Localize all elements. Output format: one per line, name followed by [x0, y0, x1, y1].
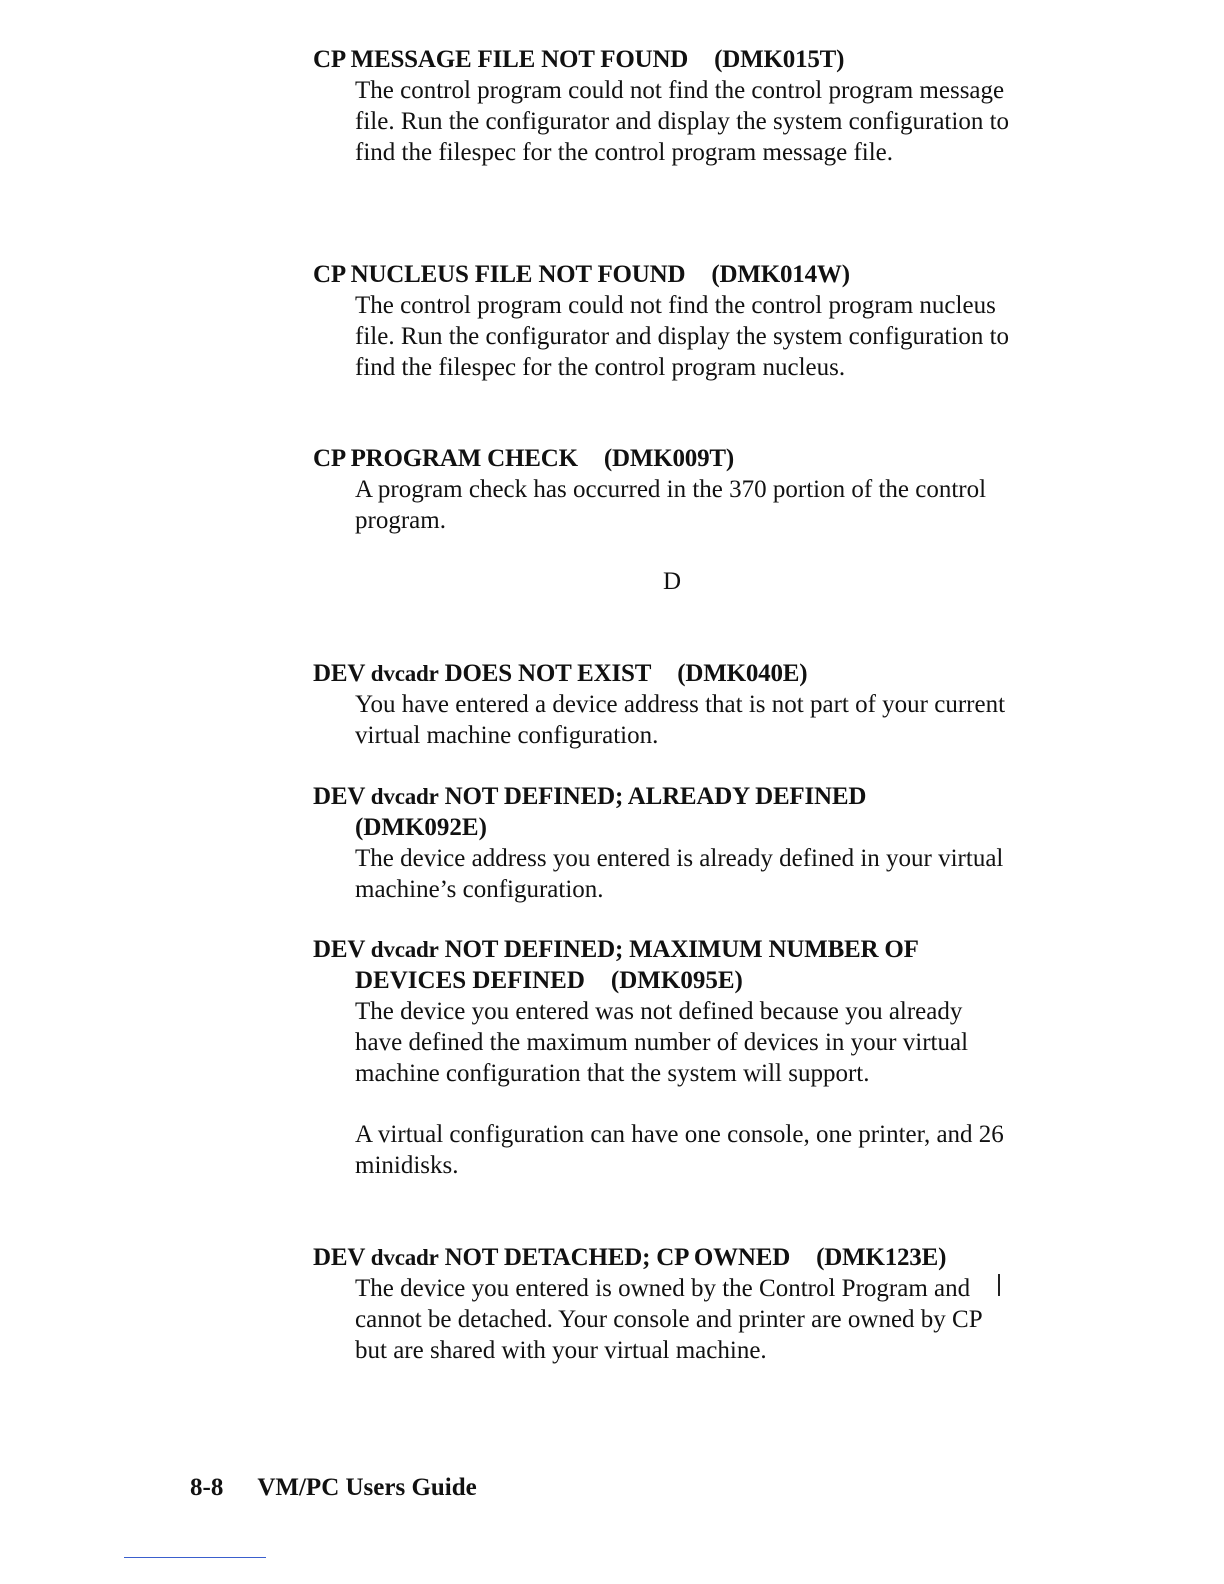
section-letter: D	[663, 568, 682, 595]
message-text: DOES NOT EXIST	[444, 660, 652, 687]
message-entry	[313, 1242, 1013, 1366]
message-prefix: DEV	[313, 1244, 365, 1271]
message-description	[355, 75, 1015, 168]
message-entry	[313, 443, 1013, 536]
description-paragraph: A program check has occurred in the 370 portion of the control program.	[355, 476, 987, 534]
message-text-continued: DEVICES DEFINED	[355, 967, 585, 994]
message-prefix: DEV	[313, 660, 365, 687]
message-text: CP MESSAGE FILE NOT FOUND	[313, 46, 689, 73]
page-footer	[190, 1472, 477, 1503]
message-code: (DMK014W)	[711, 261, 850, 288]
message-description	[355, 290, 1015, 383]
message-description	[355, 996, 1015, 1181]
description-paragraph: The control program could not find the control program message file. Run the configurator and display the system configuration to find the filespec for the control program message file.	[355, 77, 1010, 166]
message-text: CP PROGRAM CHECK	[313, 445, 578, 472]
page-number: 8-8	[190, 1474, 224, 1501]
message-prefix: DEV	[313, 783, 365, 810]
message-heading	[313, 934, 1013, 965]
description-paragraph: You have entered a device address that is not part of your current virtual machine configuration.	[355, 691, 1006, 749]
message-heading	[313, 259, 1013, 290]
message-code: (DMK015T)	[714, 46, 845, 73]
message-heading	[313, 443, 1013, 474]
message-heading	[313, 1242, 1013, 1273]
description-paragraph: The device you entered is owned by the Control Program and cannot be detached. Your console and printer are owned by CP but are shared with your virtual machine.	[355, 1275, 982, 1364]
message-variable: dvcadr	[370, 661, 439, 686]
message-variable: dvcadr	[370, 784, 439, 809]
message-heading	[313, 44, 1013, 75]
bottom-rule	[124, 1557, 266, 1558]
message-description	[355, 1273, 1015, 1366]
message-heading	[313, 658, 1013, 689]
document-title: VM/PC Users Guide	[257, 1474, 477, 1501]
message-prefix: DEV	[313, 936, 365, 963]
message-entry	[313, 44, 1013, 168]
message-entry	[313, 259, 1013, 383]
message-heading	[313, 781, 1013, 812]
description-paragraph: The device address you entered is already defined in your virtual machine’s configuration.	[355, 845, 1004, 903]
message-heading-continued	[355, 965, 1013, 996]
description-paragraph: A virtual configuration can have one console, one printer, and 26 minidisks.	[355, 1121, 1004, 1179]
message-text: NOT DEFINED; ALREADY DEFINED	[444, 783, 867, 810]
message-code: (DMK095E)	[610, 967, 743, 994]
message-description	[355, 474, 1015, 536]
message-description	[355, 689, 1015, 751]
revision-bar	[998, 1274, 1000, 1296]
message-entry	[313, 658, 1013, 751]
message-entry	[313, 934, 1013, 1181]
message-text: NOT DETACHED; CP OWNED	[444, 1244, 791, 1271]
message-code: (DMK009T)	[603, 445, 734, 472]
description-paragraph: The control program could not find the control program nucleus file. Run the configurator and display the system configuration to find the filespec for the control program nucleus.	[355, 292, 1010, 381]
message-entry	[313, 781, 1013, 905]
message-text: CP NUCLEUS FILE NOT FOUND	[313, 261, 686, 288]
message-variable: dvcadr	[370, 1245, 439, 1270]
description-paragraph: The device you entered was not defined because you already have defined the maximum number of devices in your virtual machine configuration that the system will support.	[355, 998, 969, 1087]
message-variable: dvcadr	[370, 937, 439, 962]
message-text: NOT DEFINED; MAXIMUM NUMBER OF	[444, 936, 919, 963]
message-description	[355, 843, 1015, 905]
message-code: (DMK123E)	[816, 1244, 947, 1271]
message-code: (DMK040E)	[677, 660, 808, 687]
message-code: (DMK092E)	[355, 814, 487, 841]
